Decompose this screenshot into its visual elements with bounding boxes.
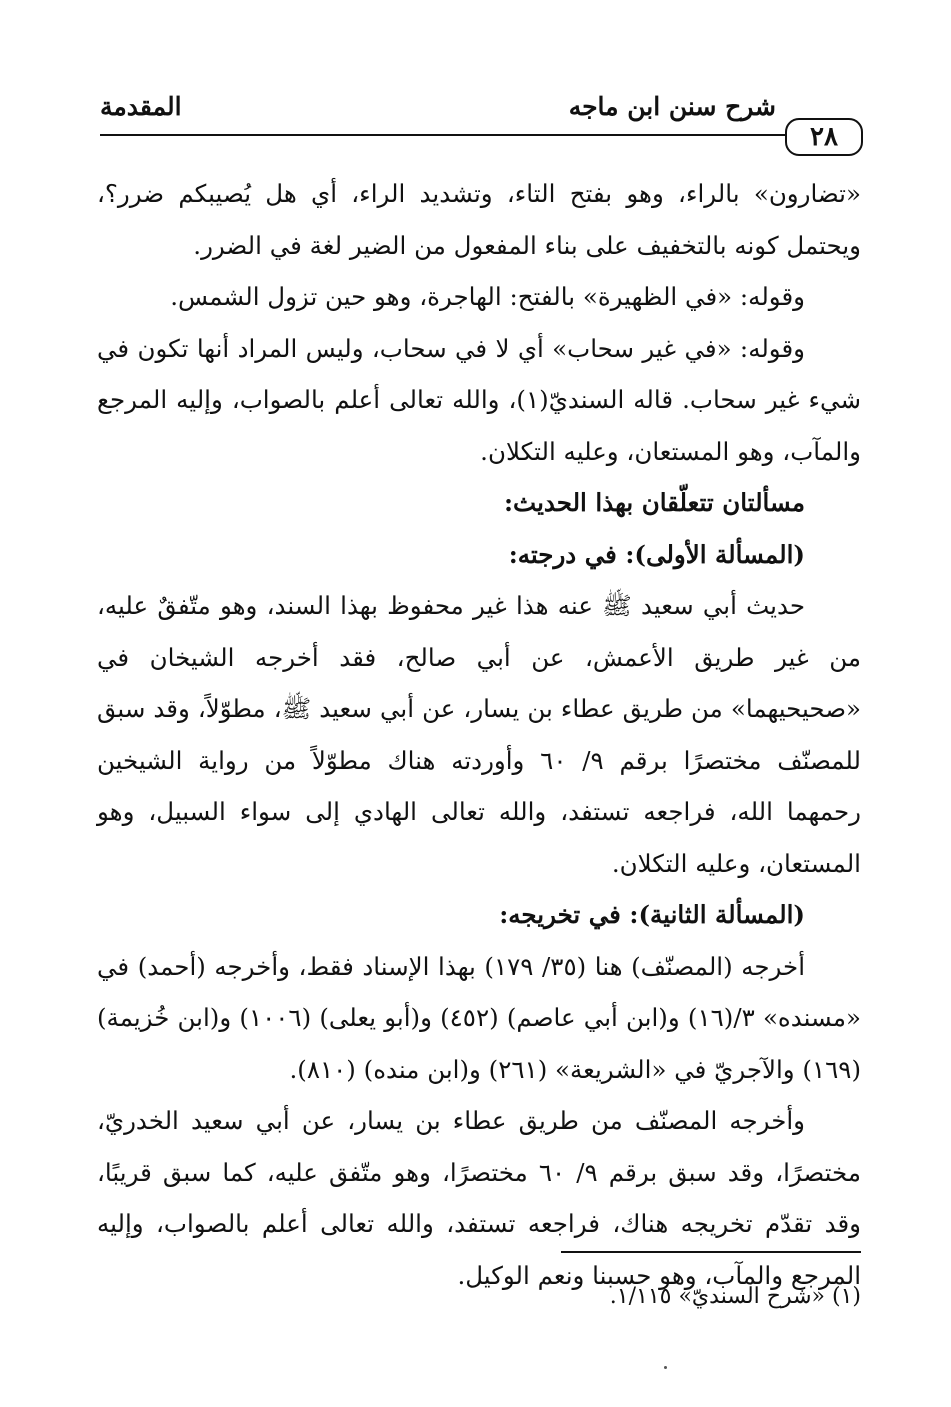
paragraph-takhrij: أخرجه (المصنّف) هنا (٣٥/ ١٧٩) بهذا الإسناد فقط، وأخرجه (أحمد) في «مسنده» ٣/(١٦) و(ابن أبي عاصم) (٤٥٢) و(أبو يعلى) (١٠٠٦) و(ابن خُزيمة) (١٦٩) والآجريّ في «الشريعة» (٢٦١) و(ابن منده) (٨١٠). bbox=[97, 951, 861, 1084]
paragraph-daraja: حديث أبي سعيد ﷺ عنه هذا غير محفوظ بهذا السند، وهو متّفقٌ عليه، من غير طريق الأعمش، عن أبي صالح، فقد أخرجه الشيخان في «صحيحيهما» من طريق عطاء بن يسار، عن أبي سعيد ﷺ، مطوّلاً، وقد سبق للمصنّف مختصرًا برقم ٩/ ٦٠ وأوردته هناك مطوّلاً من رواية الشيخين رحمهما الله، فراجعه تستفد، والله تعالى الهادي إلى سواء السبيل، وهو المستعان، وعليه التكلان. bbox=[97, 591, 861, 878]
section-heading: مسألتان تتعلّقان بهذا الحديث: bbox=[504, 488, 805, 517]
footnote: (١) «شرح السنديّ» ١/١١٥. bbox=[609, 1284, 861, 1309]
body-text bbox=[97, 168, 861, 1301]
paragraph-sahab: وقوله: «في غير سحاب» أي لا في سحاب، وليس المراد أنها تكون في شيء غير سحاب. قاله السنديّ(١)، والله تعالى أعلم بالصواب، وإليه المرجع والمآب، وهو المستعان، وعليه التكلان. bbox=[97, 333, 861, 466]
page-number: ٢٨ bbox=[785, 118, 863, 156]
book-title: شرح سنن ابن ماجه bbox=[568, 92, 776, 121]
scan-speck bbox=[664, 1366, 667, 1369]
question-one-label: (المسألة الأولى): في درجته: bbox=[508, 539, 805, 569]
paragraph-takhrij-2: وأخرجه المصنّف من طريق عطاء بن يسار، عن أبي سعيد الخدريّ، مختصرًا، وقد سبق برقم ٩/ ٦٠ مختصرًا، وهو متّفق عليه، كما سبق قريبًا، وقد تقدّم تخريجه هناك، فراجعه تستفد، والله تعالى أعلم بالصواب، وإليه المرجع والمآب، وهو حسبنا ونعم الوكيل. bbox=[97, 1106, 861, 1290]
header-rule bbox=[100, 134, 790, 136]
section-title: المقدمة bbox=[100, 92, 182, 121]
question-two-label: (المسألة الثانية): في تخريجه: bbox=[499, 900, 805, 929]
paragraph-zahira: وقوله: «في الظهيرة» بالفتح: الهاجرة، وهو حين تزول الشمس. bbox=[170, 282, 805, 311]
footnote-rule bbox=[561, 1251, 861, 1253]
paragraph-tadarun: «تضارون» بالراء، وهو بفتح التاء، وتشديد الراء، أي هل يُصيبكم ضرر؟، ويحتمل كونه بالتخفيف على بناء المفعول من الضير لغة في الضرر. bbox=[97, 179, 861, 260]
